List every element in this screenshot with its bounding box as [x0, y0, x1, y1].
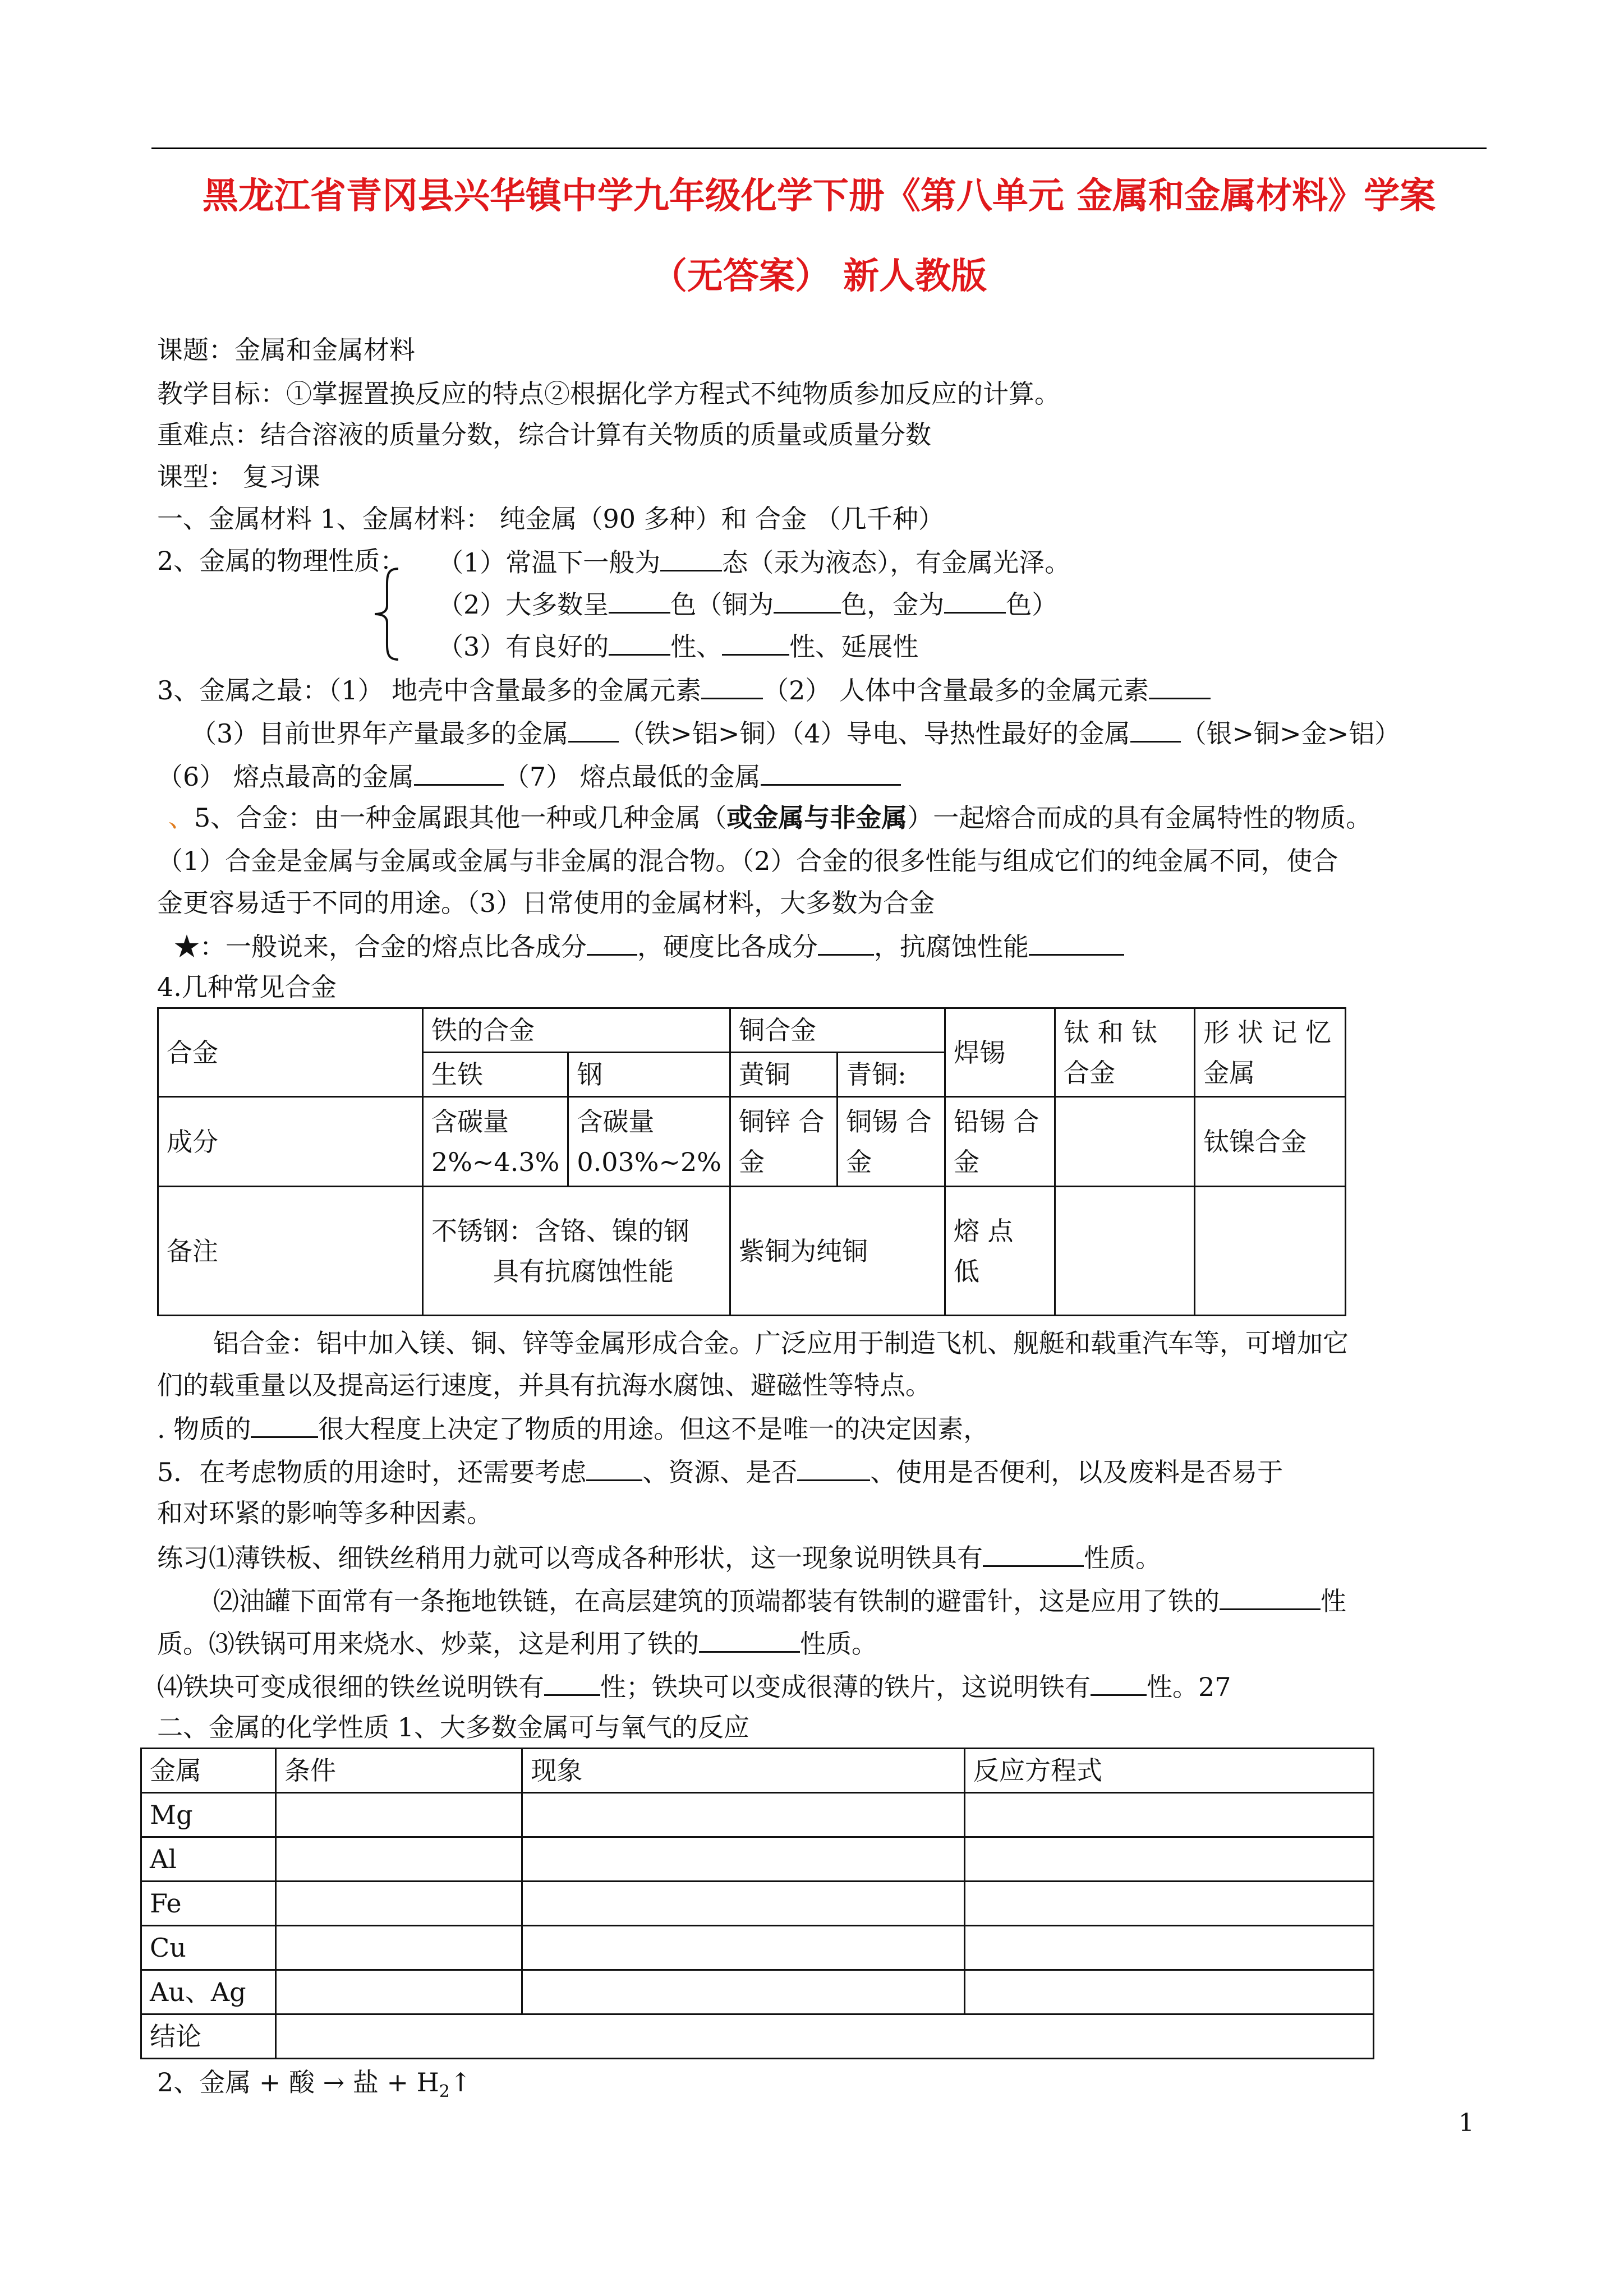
aluminum-alloy-line2: 们的载重量以及提高运行速度，并具有抗海水腐蚀、避磁性等特点。 [157, 1370, 931, 1400]
composition-label: 成分 [158, 1097, 423, 1187]
header-rule [151, 147, 1487, 149]
pig-iron-header: 生铁 [422, 1053, 568, 1097]
exercise-3: 质。⑶铁锅可用来烧水、炒菜，这是利用了铁的 性质。 [157, 1625, 877, 1661]
physical-prop-3: （3）有良好的 性、 性、延展性 [438, 628, 918, 663]
exercise-1: 练习⑴薄铁板、细铁丝稍用力就可以弯成各种形状，这一现象说明铁具有 性质。 [157, 1539, 1161, 1575]
alloy-note-2: 金更容易适于不同的用途。（3）日常使用的金属材料，大多数为合金 [157, 888, 935, 918]
pig-iron-composition: 含碳量 2%~4.3% [422, 1097, 568, 1187]
doc-title-line1: 黑龙江省青冈县兴华镇中学九年级化学下册《第八单元 金属和金属材料》学案 [202, 175, 1436, 217]
exercise-2: ⑵油罐下面常有一条拖地铁链，在高层建筑的顶端都装有铁制的避雷针，这是应用了铁的 性 [213, 1583, 1346, 1618]
page-number: 1 [1459, 2109, 1474, 2137]
equation-col-header: 反应方程式 [965, 1749, 1374, 1793]
phenomenon-col-header: 现象 [522, 1749, 965, 1793]
table-row: Cu [141, 1926, 1374, 1970]
brass-composition: 铜锌 合金 [730, 1097, 838, 1187]
metal-superlatives-1: 3、金属之最：（1） 地壳中含量最多的金属元素 （2） 人体中含量最多的金属元素 [157, 672, 1211, 707]
solder-note: 熔 点 低 [945, 1187, 1055, 1316]
table-row: Fe [141, 1882, 1374, 1926]
table-row: Al [141, 1837, 1374, 1882]
bronze-header: 青铜: [838, 1053, 945, 1097]
metal-superlatives-2: （3）目前世界年产量最多的金属 （铁>铝>铜）（4）导电、导热性最好的金属 （银>铜>金>铝） [191, 715, 1400, 750]
titanium-note [1055, 1187, 1195, 1316]
physical-props-label: 2、金属的物理性质： [157, 546, 406, 576]
metal-materials-line: 一、金属材料 1、金属材料： 纯金属（90 多种）和 合金 （几千种） [157, 504, 944, 534]
table-row: Mg [141, 1793, 1374, 1837]
alloy-properties-line: ★：一般说来，合金的熔点比各成分 ，硬度比各成分 ，抗腐蚀性能 [174, 928, 1124, 963]
doc-title-line2: （无答案） 新人教版 [651, 255, 987, 297]
note-label: 备注 [158, 1187, 423, 1316]
conclusion-label: 结论 [141, 2014, 276, 2059]
common-alloys-heading: 4.几种常见合金 [157, 972, 337, 1002]
steel-header: 钢 [568, 1053, 730, 1097]
metal-acid-line: 2、金属 + 酸 → 盐 + $H_2↑$ [157, 2067, 472, 2102]
shape-memory-note [1195, 1187, 1346, 1316]
solder-composition: 铅锡 合金 [945, 1097, 1055, 1187]
type-line: 课型： 复习课 [157, 462, 320, 492]
alloy-definition: 、5、合金：由一种金属跟其他一种或几种金属（或金属与非金属）一起熔合而成的具有金属特性的物质。 [168, 803, 1372, 833]
titanium-alloy-header: 钛 和 钛 合金 [1055, 1008, 1195, 1097]
property-usage-line: . 物质的 很大程度上决定了物质的用途。但这不是唯一的决定因素， [157, 1410, 989, 1446]
goal-line: 教学目标：①掌握置换反应的特点②根据化学方程式不纯物质参加反应的计算。 [157, 379, 1060, 409]
usage-factors-line1: 5．在考虑物质的用途时，还需要考虑 、资源、是否 、使用是否便利，以及废料是否易于 [157, 1454, 1283, 1489]
topic-line: 课题：金属和金属材料 [157, 335, 415, 365]
copper-alloy-note: 紫铜为纯铜 [730, 1187, 945, 1316]
shape-memory-composition: 钛镍合金 [1195, 1097, 1346, 1187]
curly-brace-icon [370, 566, 404, 662]
oxygen-reaction-table [140, 1748, 1374, 2059]
table-row: Au、Ag [141, 1970, 1374, 2014]
alloy-header-cell: 合金 [158, 1008, 423, 1097]
key-line: 重难点：结合溶液的质量分数，综合计算有关物质的质量或质量分数 [157, 419, 931, 450]
exercise-4: ⑷铁块可变成很细的铁丝说明铁有 性；铁块可以变成很薄的铁片，这说明铁有 性。27 [157, 1668, 1231, 1704]
metal-superlatives-3: （6） 熔点最高的金属 （7） 熔点最低的金属 [157, 758, 901, 794]
steel-composition: 含碳量 0.03%~2% [568, 1097, 730, 1187]
aluminum-alloy-line1: 铝合金：铝中加入镁、铜、锌等金属形成合金。广泛应用于制造飞机、舰艇和载重汽车等，可增加它 [213, 1328, 1349, 1358]
solder-header: 焊锡 [945, 1008, 1055, 1097]
chem-props-heading: 二、金属的化学性质 1、大多数金属可与氧气的反应 [157, 1712, 749, 1742]
alloy-note-1: （1）合金是金属与金属或金属与非金属的混合物。（2）合金的很多性能与组成它们的纯金属不同，使合 [157, 846, 1338, 876]
titanium-composition [1055, 1097, 1195, 1187]
copper-alloy-header: 铜合金 [730, 1008, 945, 1053]
iron-alloy-note: 不锈钢：含铬、镍的钢 具有抗腐蚀性能 [422, 1187, 730, 1316]
iron-alloy-header: 铁的合金 [422, 1008, 730, 1053]
alloy-table [157, 1007, 1346, 1316]
metal-col-header: 金属 [141, 1749, 276, 1793]
bronze-composition: 铜锡 合金 [838, 1097, 945, 1187]
physical-prop-1: （1）常温下一般为 态（汞为液态），有金属光泽。 [438, 544, 1070, 579]
usage-factors-line2: 和对环紧的影响等多种因素。 [157, 1498, 493, 1528]
physical-prop-2: （2）大多数呈 色（铜为 色，金为 色） [438, 586, 1057, 621]
brass-header: 黄铜 [730, 1053, 838, 1097]
shape-memory-header: 形 状 记 忆 金属 [1195, 1008, 1346, 1097]
condition-col-header: 条件 [275, 1749, 522, 1793]
